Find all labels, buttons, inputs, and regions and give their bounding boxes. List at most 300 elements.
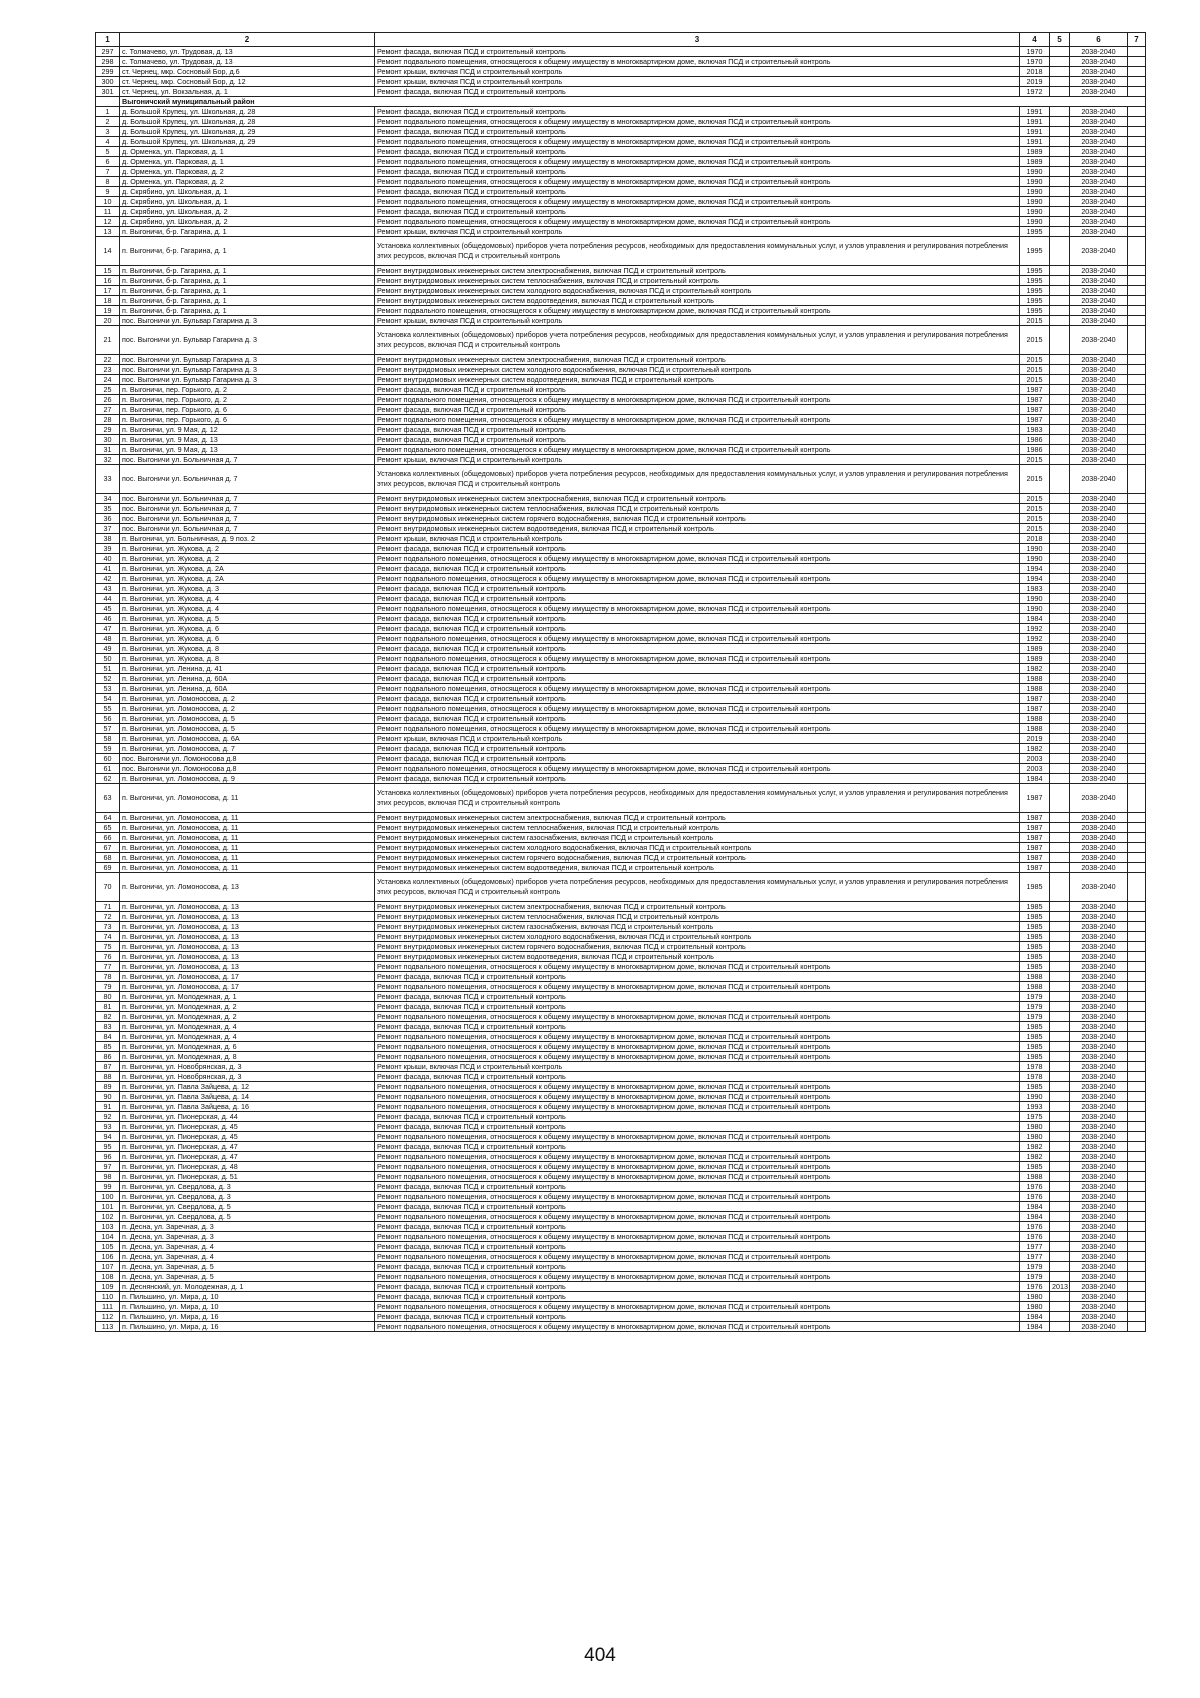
cell-number: 26 [96,395,120,405]
cell-planned-period: 2038-2040 [1070,982,1128,992]
cell-year-last-repair [1050,564,1070,574]
cell-year-built: 2015 [1020,465,1050,494]
cell-address: п. Выгоничи, ул. Ломоносова, д. 13 [120,873,375,902]
cell-year-last-repair [1050,385,1070,395]
cell-year-built: 1985 [1020,1032,1050,1042]
cell-number: 32 [96,455,120,465]
cell-col-7 [1128,107,1146,117]
cell-planned-period: 2038-2040 [1070,534,1128,544]
cell-year-last-repair [1050,435,1070,445]
cell-address: п. Выгоничи, б-р. Гагарина, д. 1 [120,237,375,266]
cell-col-7 [1128,853,1146,863]
cell-planned-period: 2038-2040 [1070,107,1128,117]
cell-year-last-repair [1050,744,1070,754]
cell-col-7 [1128,187,1146,197]
cell-number: 81 [96,1002,120,1012]
cell-work-type: Ремонт фасада, включая ПСД и строительный контроль [375,744,1020,754]
table-row [96,1302,1146,1312]
cell-year-built: 1991 [1020,117,1050,127]
cell-number: 53 [96,684,120,694]
cell-number: 27 [96,405,120,415]
cell-work-type: Ремонт внутридомовых инженерных систем водоотведения, включая ПСД и строительный контроль [375,296,1020,306]
cell-year-built: 1976 [1020,1192,1050,1202]
repair-program-table [95,32,1146,1332]
cell-planned-period: 2038-2040 [1070,1102,1128,1112]
cell-year-built: 1982 [1020,664,1050,674]
cell-year-last-repair [1050,694,1070,704]
cell-address: п. Выгоничи, ул. Свердлова, д. 5 [120,1202,375,1212]
cell-number: 59 [96,744,120,754]
cell-col-7 [1128,306,1146,316]
table-row [96,1282,1146,1292]
cell-number: 38 [96,534,120,544]
cell-number: 11 [96,207,120,217]
cell-address: п. Пильшино, ул. Мира, д. 16 [120,1312,375,1322]
cell-work-type: Ремонт подвального помещения, относящегося к общему имуществу в многоквартирном доме, включая ПСД и строительный контроль [375,177,1020,187]
cell-year-built: 1987 [1020,405,1050,415]
cell-col-7 [1128,1172,1146,1182]
cell-col-7 [1128,316,1146,326]
cell-planned-period: 2038-2040 [1070,664,1128,674]
cell-planned-period: 2038-2040 [1070,1322,1128,1332]
cell-col-7 [1128,1142,1146,1152]
cell-col-7 [1128,962,1146,972]
cell-year-built: 1989 [1020,644,1050,654]
cell-work-type: Ремонт подвального помещения, относящегося к общему имуществу в многоквартирном доме, включая ПСД и строительный контроль [375,1172,1020,1182]
cell-col-7 [1128,1082,1146,1092]
cell-number: 20 [96,316,120,326]
cell-planned-period: 2038-2040 [1070,1282,1128,1292]
table-row [96,1012,1146,1022]
cell-col-7 [1128,197,1146,207]
cell-year-last-repair [1050,514,1070,524]
cell-number: 298 [96,57,120,67]
cell-address: п. Выгоничи, б-р. Гагарина, д. 1 [120,276,375,286]
cell-work-type: Ремонт фасада, включая ПСД и строительный контроль [375,644,1020,654]
cell-work-type: Ремонт внутридомовых инженерных систем теплоснабжения, включая ПСД и строительный контроль [375,276,1020,286]
cell-planned-period: 2038-2040 [1070,932,1128,942]
col-header-1: 1 [96,33,120,47]
cell-year-built: 1988 [1020,714,1050,724]
cell-address: пос. Выгоничи ул. Больничная д. 7 [120,504,375,514]
cell-work-type: Установка коллективных (общедомовых) приборов учета потребления ресурсов, необходимых для предоставления коммунальных услуг, и узлов управления и регулирования потребления этих ресурсов, включая ПСД и строительный контроль [375,873,1020,902]
table-row [96,1242,1146,1252]
cell-address: ст. Чернец, мкр. Сосновый Бор, д.6 [120,67,375,77]
table-row [96,177,1146,187]
cell-year-built: 2015 [1020,524,1050,534]
cell-number: 46 [96,614,120,624]
cell-planned-period: 2038-2040 [1070,1192,1128,1202]
table-row [96,1122,1146,1132]
cell-work-type: Ремонт внутридомовых инженерных систем водоотведения, включая ПСД и строительный контроль [375,952,1020,962]
cell-planned-period: 2038-2040 [1070,1242,1128,1252]
cell-work-type: Ремонт внутридомовых инженерных систем холодного водоснабжения, включая ПСД и строительный контроль [375,843,1020,853]
cell-year-last-repair [1050,87,1070,97]
cell-number: 23 [96,365,120,375]
cell-year-last-repair [1050,524,1070,534]
cell-work-type: Ремонт подвального помещения, относящегося к общему имуществу в многоквартирном доме, включая ПСД и строительный контроль [375,684,1020,694]
cell-planned-period: 2038-2040 [1070,514,1128,524]
cell-number: 93 [96,1122,120,1132]
cell-address: п. Выгоничи, ул. Ломоносова, д. 6А [120,734,375,744]
cell-col-7 [1128,1012,1146,1022]
cell-number: 13 [96,227,120,237]
cell-col-7 [1128,1032,1146,1042]
cell-planned-period: 2038-2040 [1070,863,1128,873]
cell-planned-period: 2038-2040 [1070,296,1128,306]
cell-year-last-repair [1050,316,1070,326]
cell-number: 10 [96,197,120,207]
cell-number: 25 [96,385,120,395]
cell-planned-period: 2038-2040 [1070,415,1128,425]
cell-year-built: 1978 [1020,1062,1050,1072]
cell-year-last-repair [1050,67,1070,77]
cell-address: п. Выгоничи, ул. Пионерская, д. 45 [120,1122,375,1132]
cell-year-built: 2019 [1020,734,1050,744]
cell-work-type: Ремонт крыши, включая ПСД и строительный контроль [375,734,1020,744]
table-row [96,932,1146,942]
cell-address: п. Выгоничи, ул. Свердлова, д. 5 [120,1212,375,1222]
cell-year-built: 1985 [1020,942,1050,952]
cell-address: п. Десна, ул. Заречная, д. 4 [120,1252,375,1262]
cell-number: 6 [96,157,120,167]
cell-year-built: 1990 [1020,1092,1050,1102]
cell-year-built: 1985 [1020,922,1050,932]
cell-year-built: 1987 [1020,813,1050,823]
cell-work-type: Ремонт фасада, включая ПСД и строительный контроль [375,207,1020,217]
cell-address: п. Выгоничи, ул. Жукова, д. 4 [120,594,375,604]
cell-planned-period: 2038-2040 [1070,227,1128,237]
cell-planned-period: 2038-2040 [1070,504,1128,514]
cell-number: 47 [96,624,120,634]
cell-number: 29 [96,425,120,435]
cell-work-type: Ремонт подвального помещения, относящегося к общему имуществу в многоквартирном доме, включая ПСД и строительный контроль [375,554,1020,564]
cell-year-last-repair [1050,873,1070,902]
table-row [96,544,1146,554]
table-row [96,754,1146,764]
cell-address: п. Выгоничи, ул. Жукова, д. 3 [120,584,375,594]
cell-year-last-repair [1050,584,1070,594]
cell-planned-period: 2038-2040 [1070,843,1128,853]
cell-col-7 [1128,634,1146,644]
cell-planned-period: 2038-2040 [1070,942,1128,952]
cell-year-built: 2003 [1020,754,1050,764]
cell-year-built: 1972 [1020,87,1050,97]
cell-number: 63 [96,784,120,813]
cell-year-built: 1986 [1020,445,1050,455]
cell-address: п. Выгоничи, ул. Ломоносова, д. 17 [120,972,375,982]
cell-address: пос. Выгоничи ул. Больничная д. 7 [120,465,375,494]
cell-address: п. Выгоничи, ул. Молодежная, д. 6 [120,1042,375,1052]
cell-year-built: 1985 [1020,1162,1050,1172]
cell-year-last-repair [1050,1112,1070,1122]
cell-planned-period: 2038-2040 [1070,87,1128,97]
cell-year-last-repair [1050,276,1070,286]
cell-address: п. Выгоничи, ул. Ломоносова, д. 13 [120,932,375,942]
cell-col-7 [1128,1322,1146,1332]
cell-work-type: Ремонт подвального помещения, относящегося к общему имуществу в многоквартирном доме, включая ПСД и строительный контроль [375,415,1020,425]
table-row [96,1142,1146,1152]
table-row [96,833,1146,843]
cell-planned-period: 2038-2040 [1070,355,1128,365]
cell-work-type: Ремонт подвального помещения, относящегося к общему имуществу в многоквартирном доме, включая ПСД и строительный контроль [375,704,1020,714]
table-row [96,227,1146,237]
cell-year-last-repair [1050,445,1070,455]
cell-year-last-repair [1050,1182,1070,1192]
cell-col-7 [1128,365,1146,375]
cell-year-built: 2015 [1020,514,1050,524]
cell-address: п. Выгоничи, пер. Горького, д. 2 [120,395,375,405]
cell-address: пос. Выгоничи ул. Бульвар Гагарина д. 3 [120,326,375,355]
cell-number: 112 [96,1312,120,1322]
cell-col-7 [1128,644,1146,654]
table-row [96,1092,1146,1102]
cell-year-last-repair [1050,962,1070,972]
cell-col-7 [1128,813,1146,823]
cell-address: п. Десна, ул. Заречная, д. 5 [120,1262,375,1272]
cell-year-last-repair [1050,425,1070,435]
cell-year-built: 1985 [1020,873,1050,902]
cell-planned-period: 2038-2040 [1070,694,1128,704]
table-row [96,774,1146,784]
cell-col-7 [1128,873,1146,902]
cell-number: 17 [96,286,120,296]
cell-number: 95 [96,1142,120,1152]
cell-year-built: 1990 [1020,207,1050,217]
cell-year-last-repair [1050,1232,1070,1242]
cell-number: 43 [96,584,120,594]
cell-number: 99 [96,1182,120,1192]
table-row [96,594,1146,604]
cell-year-built: 1977 [1020,1242,1050,1252]
cell-address: п. Выгоничи, ул. Ломоносова, д. 11 [120,843,375,853]
cell-planned-period: 2038-2040 [1070,167,1128,177]
cell-work-type: Ремонт внутридомовых инженерных систем электроснабжения, включая ПСД и строительный контроль [375,494,1020,504]
cell-planned-period: 2038-2040 [1070,1302,1128,1312]
cell-work-type: Ремонт подвального помещения, относящегося к общему имуществу в многоквартирном доме, включая ПСД и строительный контроль [375,1152,1020,1162]
table-row [96,57,1146,67]
cell-number: 300 [96,77,120,87]
cell-year-built: 1994 [1020,564,1050,574]
table-row [96,744,1146,754]
table-row [96,982,1146,992]
table-row [96,1102,1146,1112]
cell-number: 44 [96,594,120,604]
cell-address: д. Скрябино, ул. Школьная, д. 2 [120,217,375,227]
cell-year-last-repair [1050,77,1070,87]
cell-address: п. Выгоничи, ул. 9 Мая, д. 13 [120,435,375,445]
table-row [96,157,1146,167]
cell-col-7 [1128,445,1146,455]
cell-number: 110 [96,1292,120,1302]
cell-planned-period: 2038-2040 [1070,1022,1128,1032]
cell-work-type: Ремонт фасада, включая ПСД и строительный контроль [375,435,1020,445]
cell-work-type: Ремонт подвального помещения, относящегося к общему имуществу в многоквартирном доме, включая ПСД и строительный контроль [375,57,1020,67]
cell-planned-period: 2038-2040 [1070,147,1128,157]
table-row [96,1032,1146,1042]
cell-year-last-repair [1050,197,1070,207]
cell-year-built: 1995 [1020,286,1050,296]
cell-address: п. Десна, ул. Заречная, д. 4 [120,1242,375,1252]
cell-col-7 [1128,902,1146,912]
cell-planned-period: 2038-2040 [1070,1272,1128,1282]
cell-address: п. Выгоничи, ул. Ленина, д. 60А [120,684,375,694]
cell-year-last-repair [1050,942,1070,952]
cell-planned-period: 2038-2040 [1070,734,1128,744]
cell-planned-period: 2038-2040 [1070,1252,1128,1262]
cell-planned-period: 2038-2040 [1070,584,1128,594]
cell-address: п. Выгоничи, б-р. Гагарина, д. 1 [120,296,375,306]
cell-number: 45 [96,604,120,614]
cell-year-built: 1990 [1020,604,1050,614]
cell-number: 82 [96,1012,120,1022]
table-row [96,962,1146,972]
cell-col-7 [1128,992,1146,1002]
cell-number: 68 [96,853,120,863]
cell-work-type: Ремонт подвального помещения, относящегося к общему имуществу в многоквартирном доме, включая ПСД и строительный контроль [375,395,1020,405]
table-row [96,197,1146,207]
cell-year-last-repair [1050,594,1070,604]
cell-work-type: Ремонт фасада, включая ПСД и строительный контроль [375,674,1020,684]
cell-year-built: 1985 [1020,1082,1050,1092]
cell-number: 109 [96,1282,120,1292]
cell-year-built: 2015 [1020,355,1050,365]
cell-number: 40 [96,554,120,564]
cell-planned-period: 2038-2040 [1070,744,1128,754]
cell-year-last-repair [1050,1032,1070,1042]
cell-planned-period: 2038-2040 [1070,207,1128,217]
cell-work-type: Ремонт крыши, включая ПСД и строительный контроль [375,1062,1020,1072]
cell-number: 108 [96,1272,120,1282]
cell-number: 85 [96,1042,120,1052]
cell-planned-period: 2038-2040 [1070,784,1128,813]
cell-col-7 [1128,912,1146,922]
cell-work-type: Ремонт подвального помещения, относящегося к общему имуществу в многоквартирном доме, включая ПСД и строительный контроль [375,1042,1020,1052]
cell-number: 70 [96,873,120,902]
cell-col-7 [1128,1282,1146,1292]
cell-number: 83 [96,1022,120,1032]
table-row [96,127,1146,137]
cell-work-type: Ремонт внутридомовых инженерных систем холодного водоснабжения, включая ПСД и строительный контроль [375,286,1020,296]
cell-col-7 [1128,395,1146,405]
cell-year-last-repair [1050,1162,1070,1172]
cell-col-7 [1128,534,1146,544]
cell-address: пос. Выгоничи ул. Больничная д. 7 [120,455,375,465]
table-row [96,1312,1146,1322]
cell-col-7 [1128,754,1146,764]
cell-work-type: Ремонт фасада, включая ПСД и строительный контроль [375,147,1020,157]
cell-col-7 [1128,415,1146,425]
cell-year-last-repair [1050,724,1070,734]
cell-number: 61 [96,764,120,774]
cell-address: п. Десна, ул. Заречная, д. 5 [120,1272,375,1282]
cell-year-built: 1990 [1020,594,1050,604]
cell-col-7 [1128,375,1146,385]
cell-col-7 [1128,355,1146,365]
table-row [96,137,1146,147]
cell-year-built: 1991 [1020,107,1050,117]
cell-year-built: 1979 [1020,992,1050,1002]
table-row [96,644,1146,654]
cell-col-7 [1128,1242,1146,1252]
cell-work-type: Ремонт внутридомовых инженерных систем газоснабжения, включая ПСД и строительный контроль [375,922,1020,932]
cell-work-type: Ремонт подвального помещения, относящегося к общему имуществу в многоквартирном доме, включая ПСД и строительный контроль [375,1252,1020,1262]
cell-address: д. Орменка, ул. Парковая, д. 1 [120,157,375,167]
cell-year-last-repair [1050,207,1070,217]
cell-col-7 [1128,147,1146,157]
cell-work-type: Ремонт внутридомовых инженерных систем электроснабжения, включая ПСД и строительный контроль [375,813,1020,823]
cell-year-last-repair [1050,754,1070,764]
table-row [96,385,1146,395]
table-row [96,405,1146,415]
cell-year-last-repair [1050,764,1070,774]
table-row [96,863,1146,873]
cell-year-last-repair [1050,1152,1070,1162]
cell-year-built: 1979 [1020,1002,1050,1012]
cell-col-7 [1128,714,1146,724]
table-row [96,1162,1146,1172]
table-row [96,584,1146,594]
cell-number: 84 [96,1032,120,1042]
cell-work-type: Ремонт крыши, включая ПСД и строительный контроль [375,534,1020,544]
table-row [96,355,1146,365]
table-row [96,664,1146,674]
cell-address: п. Выгоничи, пер. Горького, д. 6 [120,405,375,415]
cell-work-type: Ремонт фасада, включая ПСД и строительный контроль [375,774,1020,784]
cell-work-type: Ремонт крыши, включая ПСД и строительный контроль [375,227,1020,237]
cell-number: 3 [96,127,120,137]
cell-year-built: 1979 [1020,1262,1050,1272]
cell-number: 107 [96,1262,120,1272]
cell-address: п. Выгоничи, ул. Новобрянская, д. 3 [120,1072,375,1082]
cell-work-type: Ремонт внутридомовых инженерных систем горячего водоснабжения, включая ПСД и строительный контроль [375,514,1020,524]
cell-planned-period: 2038-2040 [1070,624,1128,634]
cell-number: 74 [96,932,120,942]
cell-work-type: Ремонт фасада, включая ПСД и строительный контроль [375,564,1020,574]
cell-year-built: 1990 [1020,544,1050,554]
cell-year-last-repair [1050,932,1070,942]
cell-year-built: 1990 [1020,187,1050,197]
cell-planned-period: 2038-2040 [1070,1132,1128,1142]
cell-address: п. Выгоничи, ул. Молодежная, д. 2 [120,1002,375,1012]
table-row [96,1052,1146,1062]
cell-work-type: Ремонт подвального помещения, относящегося к общему имуществу в многоквартирном доме, включая ПСД и строительный контроль [375,724,1020,734]
cell-planned-period: 2038-2040 [1070,1032,1128,1042]
cell-planned-period: 2038-2040 [1070,764,1128,774]
cell-work-type: Ремонт подвального помещения, относящегося к общему имуществу в многоквартирном доме, включая ПСД и строительный контроль [375,1102,1020,1112]
table-row [96,912,1146,922]
cell-planned-period: 2038-2040 [1070,405,1128,415]
table-row [96,1292,1146,1302]
cell-year-built: 1987 [1020,784,1050,813]
cell-planned-period: 2038-2040 [1070,365,1128,375]
table-row [96,365,1146,375]
cell-planned-period: 2038-2040 [1070,494,1128,504]
cell-work-type: Ремонт подвального помещения, относящегося к общему имуществу в многоквартирном доме, включая ПСД и строительный контроль [375,306,1020,316]
cell-year-last-repair [1050,306,1070,316]
cell-number: 21 [96,326,120,355]
cell-work-type: Ремонт подвального помещения, относящегося к общему имуществу в многоквартирном доме, включая ПСД и строительный контроль [375,982,1020,992]
cell-planned-period: 2038-2040 [1070,326,1128,355]
cell-planned-period: 2038-2040 [1070,1222,1128,1232]
cell-planned-period: 2038-2040 [1070,1042,1128,1052]
cell-address: п. Выгоничи, ул. Жукова, д. 2А [120,574,375,584]
cell-year-built: 1988 [1020,684,1050,694]
cell-year-built: 1978 [1020,1072,1050,1082]
cell-year-built: 1992 [1020,634,1050,644]
cell-year-last-repair [1050,227,1070,237]
cell-col-7 [1128,504,1146,514]
